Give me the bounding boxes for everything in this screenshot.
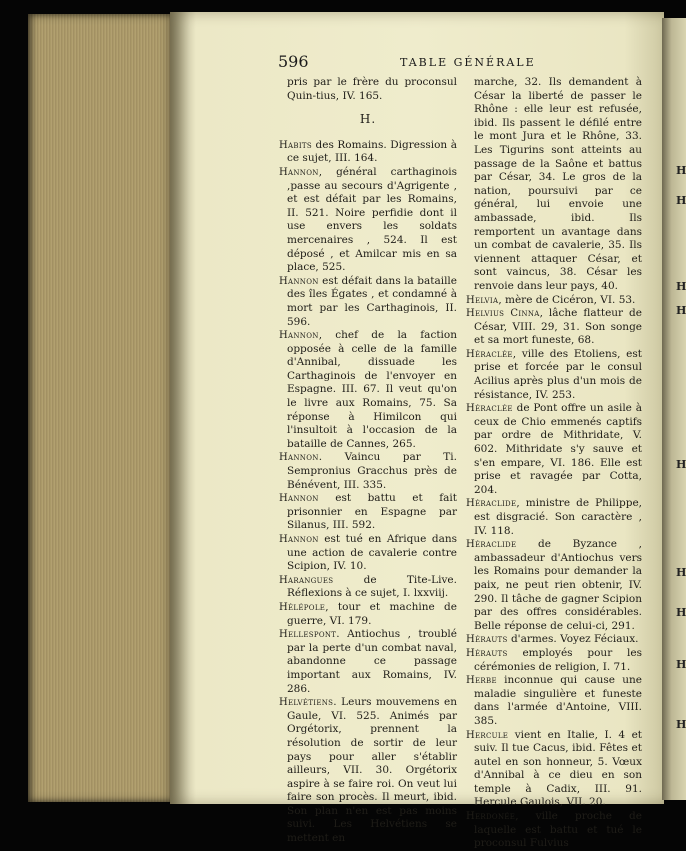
index-entry — [279, 628, 457, 696]
entry-head: Habits — [279, 139, 312, 151]
entry-text: , chef de la faction opposée à celle de la famille d'Annibal, dissuade les Carthaginois de l'envoyer en Espagne. III. 67. Il veut qu'on le livre aux Romains, 75. Sa réponse à Himilcon qui l'insultoit à l'occasion de la bataille de Cannes, 265. — [287, 329, 457, 450]
entry-head: Hannon — [279, 330, 319, 342]
margin-letter: H — [676, 566, 686, 579]
entry-head: Hannon — [279, 452, 319, 464]
index-entry — [466, 810, 642, 851]
continuation-text: pris par le frère du proconsul Quin-tius, IV. 165. — [287, 76, 457, 102]
entry-text: . Antiochus , troublé par la perte d'un combat naval, abandonne ce passage important aux Romains, IV. 286. — [287, 628, 457, 695]
index-entry — [466, 348, 642, 402]
entry-head: Harangues — [279, 574, 334, 586]
entry-text: de Byzance , ambassadeur d'Antiochus vers les Romains pour demander la paix, ne peut rien obtenir, IV. 290. Il tâche de gagner Scipion par des offres considérables. Belle réponse de celui-ci, 291. — [474, 538, 642, 632]
index-entry — [466, 307, 642, 348]
next-page-edge — [662, 18, 686, 800]
margin-letter: H — [676, 304, 686, 317]
entry-head: Helvia — [466, 294, 499, 306]
index-entry — [279, 329, 457, 451]
entry-head: Héraclide — [466, 498, 517, 510]
index-entry — [279, 696, 457, 846]
entry-text: , tour et machine de guerre, VI. 179. — [287, 600, 457, 627]
index-entry — [466, 497, 642, 538]
index-entry — [279, 451, 457, 492]
entry-text: , général carthaginois ,passe au secours d'Agrigente , et est défait par les Romains, II. 521. Noire perfidie dont il use envers les soldats mercenaires , 524. Il est déposé , et Amilcar mis en sa place, 525. — [287, 165, 457, 274]
margin-letter: H — [676, 164, 686, 177]
entry-head: Hannon — [279, 166, 319, 178]
right-column — [466, 76, 642, 851]
index-entry — [466, 538, 642, 633]
index-entry — [466, 633, 642, 647]
entry-head: Hannon — [279, 534, 319, 545]
entry-text: des Romains. Digression à ce sujet, III. 164. — [287, 138, 457, 165]
index-entry — [466, 729, 642, 811]
entry-text: employés pour les cérémonies de religion, I. 71. — [474, 646, 642, 673]
entry-text: inconnue qui cause une maladie singulière et funeste dans l'armée d'Antoine, VIII. 385. — [474, 674, 642, 727]
left-column — [279, 76, 457, 846]
index-entry — [466, 647, 642, 674]
margin-letter: H — [676, 194, 686, 207]
entry-text: . Vaincu par Ti. Sempronius Gracchus près de Bénévent, III. 335. — [287, 451, 457, 491]
entry-head: Herdonée — [466, 811, 516, 823]
section-letter: H. — [359, 112, 377, 127]
entry-head: Hérauts — [466, 634, 508, 646]
entry-head: Hannon — [279, 275, 319, 287]
entry-text: de Pont offre un asile à ceux de Chio emmenés captifs par ordre de Mithridate, V. 602. Mithridate s'y sauve et s'en empare, VI. 186. Elle est prise et ravagée par Cotta, 204. — [474, 402, 642, 496]
page-header — [278, 52, 658, 74]
entry-text: est battu et fait prisonnier en Espagne par Silanus, III. 592. — [287, 492, 457, 532]
index-entry — [279, 275, 457, 329]
margin-letter: H — [676, 718, 686, 731]
index-entry — [466, 402, 642, 497]
entry-text: d'armes. Voyez Féciaux. — [507, 633, 639, 646]
entry-text: , lâche flatteur de César, VIII. 29, 31. Son songe et sa mort funeste, 68. — [474, 307, 642, 347]
index-entry — [466, 294, 642, 308]
index-entry — [279, 166, 457, 275]
entry-head: Hercule — [466, 729, 509, 741]
margin-letter: H — [676, 458, 686, 471]
entry-head: Hérauts — [466, 647, 508, 659]
entry-text: , ministre de Philippe, est disgracié. Son caractère , IV. 118. — [474, 497, 642, 537]
page-number: 596 — [278, 52, 309, 71]
index-entry — [279, 574, 457, 601]
entry-text: est défait dans la bataille des îles Égates , et condamné à mort par les Carthaginois, II. 596. — [287, 274, 457, 328]
continuation-text: marche, 32. Ils demandent à César la liberté de passer le Rhône : elle leur est refusée, ibid. Ils passent le défilé entre le mont Jura et le Rhône, 33. Les Tigurins sont atteints au passage de la Saône et battus par César, 34. Le gros de la nation, poursuivi par ce général, lui envoie une ambassade, ibid. Ils remportent un avantage dans un combat de cavalerie, 35. Ils viennent attaquer César, et sont vaincus, 38. César les renvoie dans leur pays, 40. — [474, 76, 642, 292]
entry-head: Hélépole — [279, 601, 326, 613]
entry-head: Héraclée — [466, 403, 513, 415]
entry-text: , ville proche de laquelle est battu et tué le proconsul Fulvius — [474, 810, 642, 850]
running-title: TABLE GÉNÉRALE — [400, 56, 536, 69]
entry-head: Helvius Cinna — [466, 308, 540, 320]
entry-text: vient en Italie, I. 4 et suiv. Il tue Cacus, ibid. Fêtes et autel en son honneur, 5. Vœux d'Annibal à ce dieu en son temple à Cadix, III. 91. Hercule Gaulois, VII. 20. — [474, 728, 642, 809]
margin-letter: H — [676, 280, 686, 293]
margin-letter: H — [676, 658, 686, 671]
entry-head: Hellespont — [279, 629, 337, 641]
index-entry — [279, 601, 457, 628]
entry-text: de Tite-Live. Réflexions à ce sujet, I. lxxviij. — [287, 573, 457, 600]
entry-head: Héraclée — [466, 348, 513, 360]
index-entry — [279, 492, 457, 533]
entry-head: Hannon — [279, 493, 319, 505]
entry-text: , ville des Etoliens, est prise et forcée par le consul Acilius après plus d'un mois de résistance, IV. 253. — [474, 347, 642, 401]
index-entry — [466, 674, 642, 728]
index-entry — [279, 139, 457, 166]
entry-head: Herbe — [466, 675, 497, 687]
margin-letter: H — [676, 606, 686, 619]
entry-head: Héraclide — [466, 539, 517, 551]
entry-text: est tué en Afrique dans une action de cavalerie contre Scipion, IV. 10. — [287, 533, 457, 573]
book-fore-edge — [28, 14, 176, 802]
entry-text: . Leurs mouvemens en Gaule, VI. 525. Animés par Orgétorix, prennent la résolution de sortir de leur pays pour aller s'établir ailleurs, VII. 30. Orgétorix aspire à se faire roi. On veut lui faire son procès. Il meurt, ibid. Son plan n'en est pas moins suivi. Les Helvétiens se mettent en — [287, 696, 457, 845]
entry-text: , mère de Cicéron, VI. 53. — [498, 293, 636, 306]
index-entry — [279, 533, 457, 574]
entry-head: Helvétiens — [279, 697, 334, 709]
